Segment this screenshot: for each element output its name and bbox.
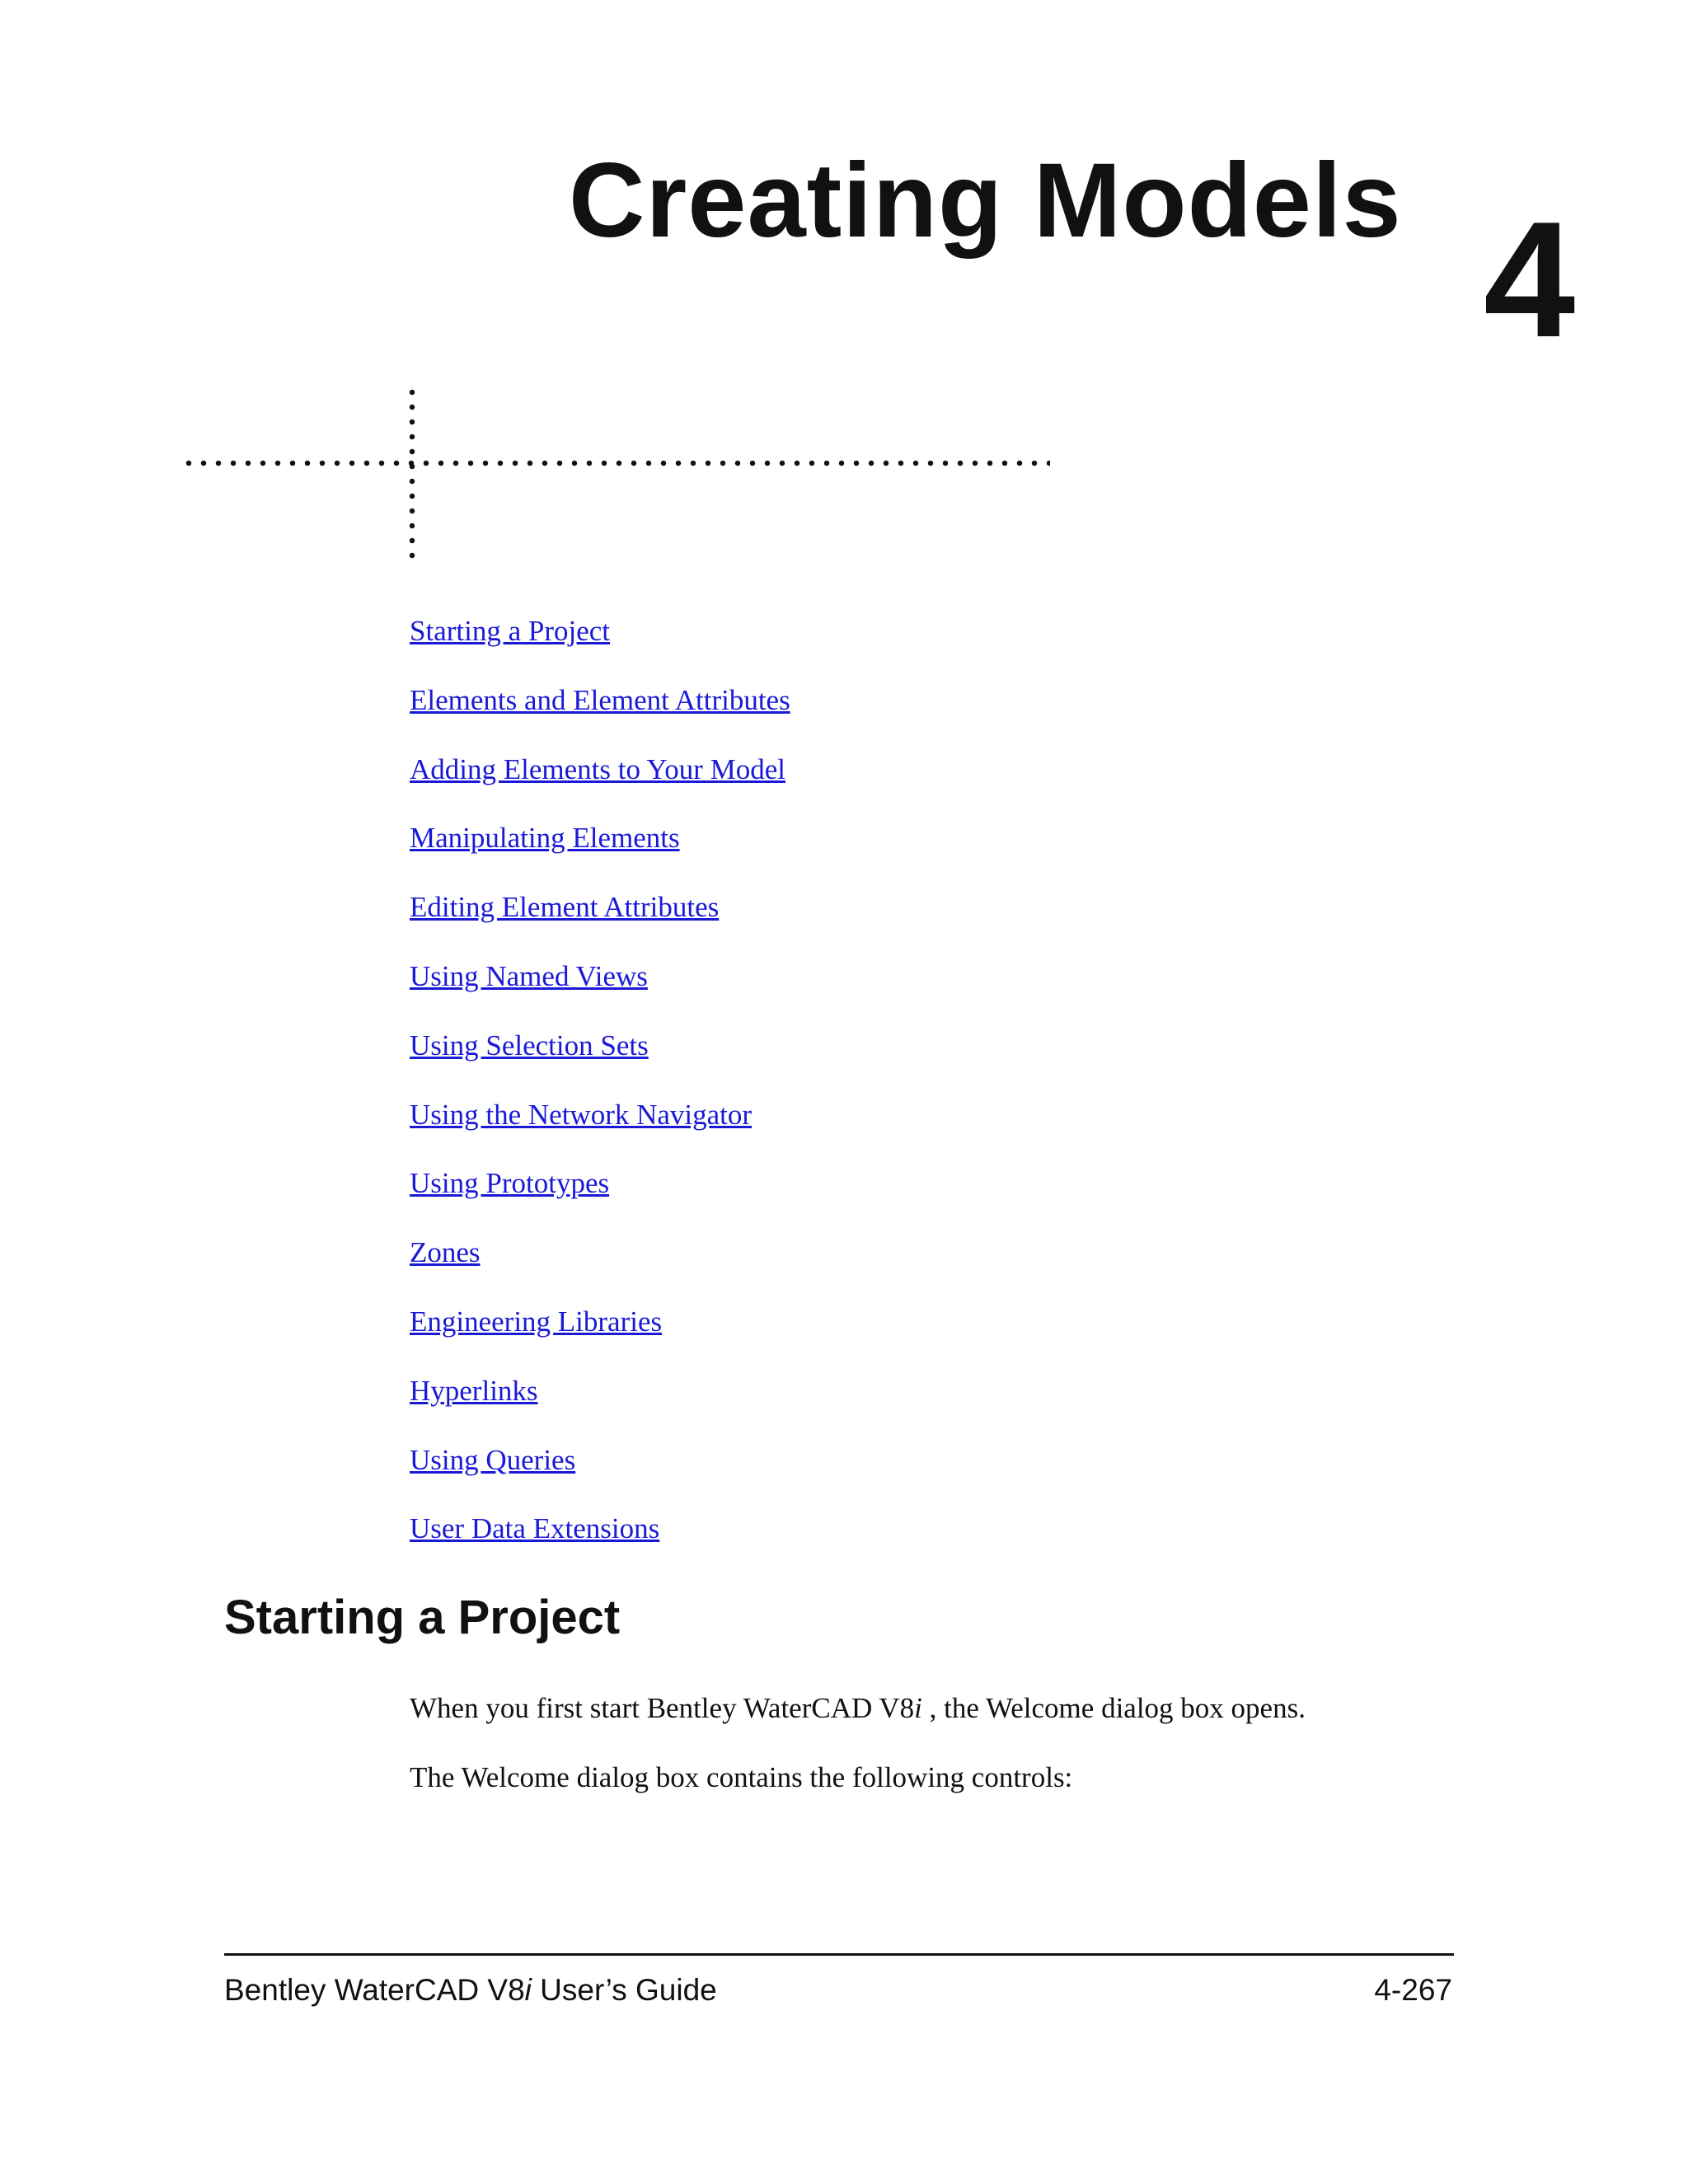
toc-item [410, 1092, 790, 1161]
toc-item [410, 677, 790, 747]
toc-link-using-prototypes[interactable]: Using Prototypes [410, 1167, 610, 1200]
controls-paragraph: The Welcome dialog box contains the following controls: [410, 1761, 1073, 1793]
toc-link-engineering-libraries[interactable]: Engineering Libraries [410, 1305, 663, 1338]
toc-item [410, 1368, 790, 1437]
toc-item [410, 1230, 790, 1299]
toc-link-network-navigator[interactable]: Using the Network Navigator [410, 1098, 753, 1131]
footer-guide-end: User’s Guide [531, 1973, 717, 2007]
toc-item [410, 747, 790, 816]
footer-guide-italic: i [524, 1973, 532, 2007]
footer-guide-title [224, 1973, 717, 2008]
toc-link-adding-elements[interactable]: Adding Elements to Your Model [410, 752, 785, 785]
toc-link-starting-a-project[interactable]: Starting a Project [410, 615, 611, 647]
toc-link-manipulating-elements[interactable]: Manipulating Elements [410, 822, 680, 855]
toc-link-editing-element-attributes[interactable]: Editing Element Attributes [410, 891, 720, 924]
toc-item [410, 1299, 790, 1368]
dotted-rule-horizontal [181, 460, 1050, 466]
toc-item [410, 884, 790, 954]
toc-link-using-selection-sets[interactable]: Using Selection Sets [410, 1029, 649, 1062]
footer-guide-start: Bentley WaterCAD V8 [224, 1973, 525, 2007]
toc-item [410, 608, 790, 677]
toc-item [410, 1437, 790, 1507]
toc-link-elements-and-element-attributes[interactable]: Elements and Element Attributes [410, 683, 790, 716]
toc-item [410, 954, 790, 1023]
chapter-number: 4 [1484, 188, 1576, 372]
intro-text-end: , the Welcome dialog box opens. [921, 1692, 1306, 1724]
page-number: 4-267 [1374, 1973, 1452, 2007]
dotted-rule-vertical [409, 385, 415, 563]
intro-text-italic: i [914, 1692, 922, 1724]
toc-link-using-named-views[interactable]: Using Named Views [410, 959, 648, 992]
toc-item [410, 1023, 790, 1092]
toc-link-zones[interactable]: Zones [410, 1236, 481, 1269]
toc-item [410, 1506, 790, 1575]
toc-link-using-queries[interactable]: Using Queries [410, 1443, 576, 1476]
intro-paragraph [410, 1691, 1306, 1726]
chapter-contents-list [410, 608, 790, 1575]
section-heading: Starting a Project [224, 1591, 621, 1644]
toc-item [410, 1160, 790, 1230]
intro-text-start: When you first start Bentley WaterCAD V8 [410, 1692, 915, 1724]
chapter-title: Creating Models [569, 142, 1402, 260]
toc-item [410, 815, 790, 884]
toc-link-user-data-extensions[interactable]: User Data Extensions [410, 1512, 660, 1545]
toc-link-hyperlinks[interactable]: Hyperlinks [410, 1374, 538, 1407]
footer-rule [224, 1953, 1454, 1956]
